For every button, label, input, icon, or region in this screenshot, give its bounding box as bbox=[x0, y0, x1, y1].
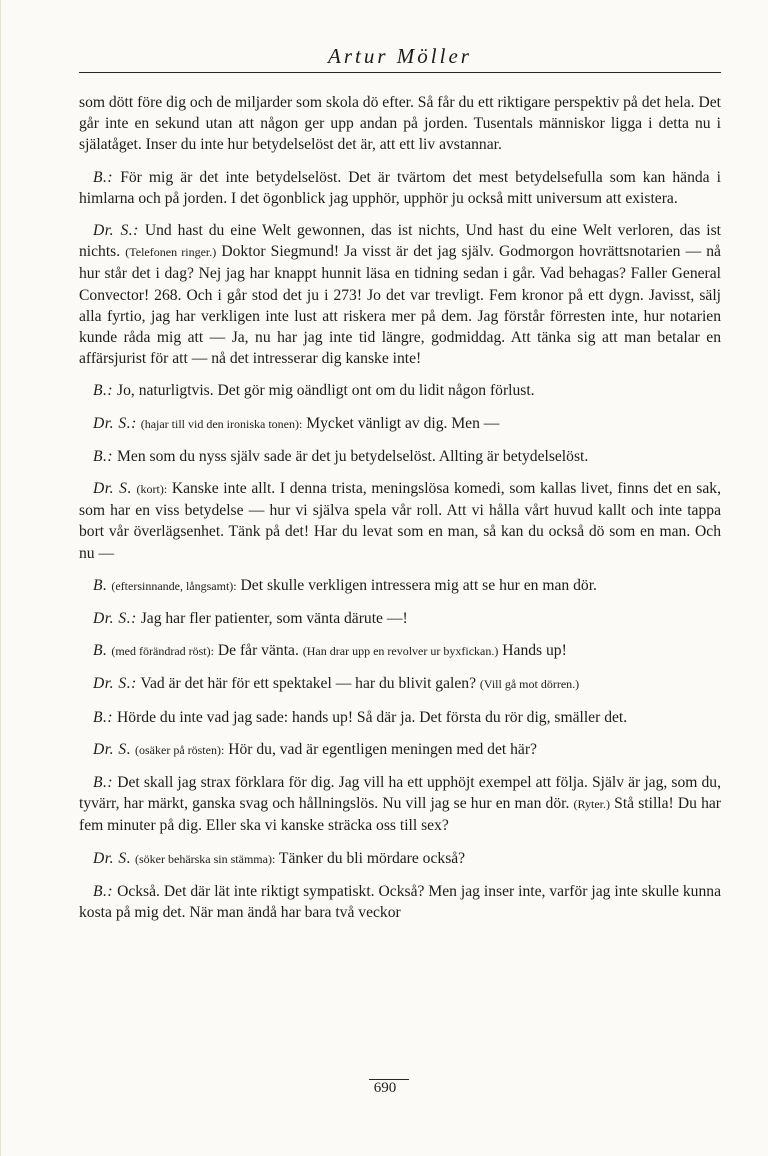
paragraph-11 bbox=[79, 673, 721, 695]
paragraph-8 bbox=[79, 575, 721, 597]
paragraph-text: För mig är det inte betydelselöst. Det är tvärtom det mest betydelsefulla som kan hända i himlarna och på jorden. I det ögonblick jag upphör, upphör ju också mitt universum att existera. bbox=[79, 168, 721, 207]
paragraph-text: Vad är det här för ett spektakel — har du blivit galen? bbox=[140, 675, 476, 693]
paragraph-text: Men som du nyss själv sade är det ju betydelselöst. Allting är betydelselöst. bbox=[117, 447, 589, 465]
stage-direction: (osäker på rösten): bbox=[135, 742, 225, 757]
speaker-label: B.: bbox=[93, 447, 114, 465]
speaker-label: B.: bbox=[93, 774, 114, 792]
speaker-label: Dr. S. bbox=[93, 480, 132, 498]
page-number: 690 bbox=[373, 1080, 397, 1096]
paragraph-text: Också. Det där lät inte riktigt sympatiskt. Också? Men jag inser inte, varför jag inte skulle kunna kosta på mig det. När man ändå har bara två veckor bbox=[79, 882, 721, 922]
speaker-label: B.: bbox=[93, 708, 114, 726]
paragraph-text: Stå stilla! Du har fem minuter på dig. Eller ska vi kanske sträcka oss till sex? bbox=[79, 795, 721, 835]
paragraph-text: Mycket vänligt av dig. Men — bbox=[306, 414, 500, 432]
paragraph-2 bbox=[79, 167, 721, 209]
paragraph-text: Doktor Siegmund! Ja visst är det jag själv. Godmorgon hovrättsnotarien — nå hur står det i dag? Nej jag har knappt hunnit läsa en tidning sedan i går. Vad behagas? Faller General Convector! 268. Och i går stod det ju i 273! Jo det var trevligt. Fem kronor på ett dygn. Javisst, sälj alla fyrtio, jag har verkligen inte lust att riskera mer på dem. Jag förstår förresten inte, hur notarien kunde råda mig att — Ja, nu har jag inte tid längre, godmiddag. Att tänka sig att man betalar en affärsjurist för att — nå det intresserar dig kanske inte! bbox=[79, 243, 721, 368]
stage-direction: (kort): bbox=[136, 482, 168, 497]
stage-direction: (hajar till vid den ironiska tonen): bbox=[140, 416, 303, 431]
paragraph-3 bbox=[79, 220, 721, 369]
stage-direction: (söker behärska sin stämma): bbox=[135, 851, 276, 866]
paragraph-text: som dött före dig och de miljarder som skola dö efter. Så får du ett riktigare perspektiv på det hela. Det går inte en sekund utan att någon ger upp andan på jorden. Tusentals människor ligga i detta nu i själatåget. Inser du inte hur betydelselöst det är, att ett liv avstannar. bbox=[79, 94, 721, 154]
paragraph-5 bbox=[79, 413, 721, 435]
speaker-label: B. bbox=[93, 576, 108, 594]
paragraph-6 bbox=[79, 446, 721, 467]
speaker-label: Dr. S.: bbox=[93, 610, 137, 628]
stage-direction: (Vill gå mot dörren.) bbox=[479, 677, 580, 692]
paragraph-16 bbox=[79, 881, 721, 923]
stage-direction: (Ryter.) bbox=[573, 797, 611, 812]
speaker-label: B.: bbox=[93, 382, 114, 400]
speaker-label: Dr. S.: bbox=[93, 675, 137, 693]
paragraph-text: Det skall jag strax förklara för dig. Jag vill ha ett upphöjt exempel att följa. Själv är jag, som du, tyvärr, har märkt, ganska svag och hållningslös. Nu vill jag se hur en man dör. bbox=[79, 774, 721, 813]
page-body bbox=[79, 92, 721, 934]
paragraph-12 bbox=[79, 707, 721, 728]
running-head: Artur Möller bbox=[328, 44, 472, 68]
paragraph-text: Det skulle verkligen intressera mig att se hur en man dör. bbox=[240, 576, 597, 594]
stage-direction: (eftersinnande, långsamt): bbox=[111, 578, 237, 593]
paragraph-text: Jo, naturligtvis. Det gör mig oändligt ont om du lidit någon förlust. bbox=[117, 382, 535, 400]
paragraph-text: Und hast du eine Welt gewonnen, das ist nichts, Und hast du eine Welt verloren, das ist nichts. bbox=[79, 222, 721, 261]
paragraph-text: Hör du, vad är egentligen meningen med det här? bbox=[228, 740, 537, 758]
paragraph-text: Tänker du bli mördare också? bbox=[278, 849, 466, 867]
paragraph-text: Hands up! bbox=[502, 642, 567, 660]
speaker-label: Dr. S. bbox=[93, 849, 132, 867]
paragraph-15 bbox=[79, 848, 721, 870]
speaker-label: B.: bbox=[93, 882, 114, 900]
speaker-label: Dr. S. bbox=[93, 740, 132, 758]
speaker-label: Dr. S.: bbox=[93, 414, 137, 432]
stage-direction: (Telefonen ringer.) bbox=[125, 245, 217, 260]
paragraph-7 bbox=[79, 478, 721, 564]
paragraph-4 bbox=[79, 380, 721, 401]
header-rule bbox=[79, 72, 721, 73]
speaker-label: B.: bbox=[93, 168, 114, 186]
paragraph-text: Jag har fler patienter, som vänta därute —! bbox=[140, 610, 408, 628]
stage-direction: (Han drar upp en revolver ur byxfickan.) bbox=[302, 644, 499, 659]
paragraph-14 bbox=[79, 772, 721, 837]
paragraph-10 bbox=[79, 640, 721, 662]
paragraph-text: Hörde du inte vad jag sade: hands up! Så där ja. Det första du rör dig, smäller det. bbox=[117, 708, 628, 726]
paragraph-9 bbox=[79, 608, 721, 629]
stage-direction: (med förändrad röst): bbox=[111, 644, 214, 659]
paragraph-13 bbox=[79, 739, 721, 761]
paragraph-text: Kanske inte allt. I denna trista, meningslösa komedi, som kallas livet, finns det en sak, som har en viss betydelse — hur vi själva spela vår roll. Att vi hålla vårt huvud kallt och inte tappa bort vår överlägsenhet. Tänk på det! Har du levat som en man, så kan du också dö som en man. Och nu — bbox=[79, 480, 721, 562]
paragraph-text: De får vänta. bbox=[217, 642, 299, 660]
paragraph-1 bbox=[79, 92, 721, 156]
speaker-label: B. bbox=[93, 642, 108, 660]
speaker-label: Dr. S.: bbox=[93, 222, 139, 240]
